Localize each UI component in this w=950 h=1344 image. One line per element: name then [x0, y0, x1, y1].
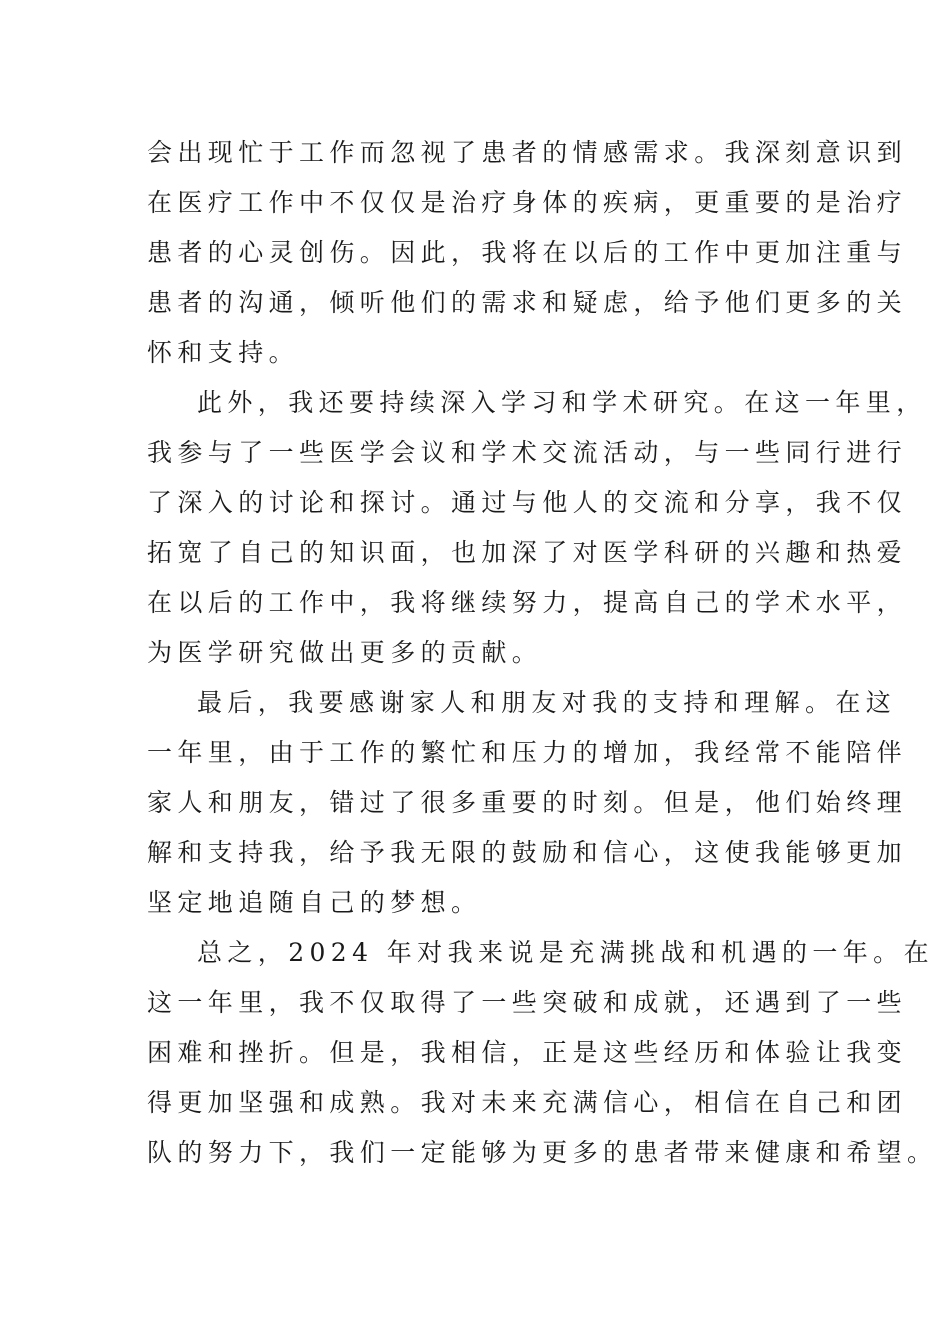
text-line: 坚定地追随自己的梦想。	[147, 888, 482, 917]
text-line: 患者的心灵创伤。因此，我将在以后的工作中更加注重与	[147, 238, 908, 267]
text-line: 家人和朋友，错过了很多重要的时刻。但是，他们始终理	[147, 788, 908, 817]
text-line: 会出现忙于工作而忽视了患者的情感需求。我深刻意识到	[147, 138, 908, 167]
paragraph-start-line: 总之，2024 年对我来说是充满挑战和机遇的一年。在	[197, 938, 934, 967]
text-line: 患者的沟通，倾听他们的需求和疑虑，给予他们更多的关	[147, 288, 908, 317]
text-line: 为医学研究做出更多的贡献。	[147, 638, 543, 667]
text-line: 在医疗工作中不仅仅是治疗身体的疾病，更重要的是治疗	[147, 188, 908, 217]
text-line: 得更加坚强和成熟。我对未来充满信心，相信在自己和团	[147, 1088, 908, 1117]
text-line: 解和支持我，给予我无限的鼓励和信心，这使我能够更加	[147, 838, 908, 867]
text-line: 困难和挫折。但是，我相信，正是这些经历和体验让我变	[147, 1038, 908, 1067]
text-line: 了深入的讨论和探讨。通过与他人的交流和分享，我不仅	[147, 488, 908, 517]
text-line: 我参与了一些医学会议和学术交流活动，与一些同行进行	[147, 438, 908, 467]
text-line: 在以后的工作中，我将继续努力，提高自己的学术水平，	[147, 588, 908, 617]
text-line: 怀和支持。	[147, 338, 300, 367]
paragraph-start-line: 最后，我要感谢家人和朋友对我的支持和理解。在这	[197, 688, 897, 717]
text-line: 一年里，由于工作的繁忙和压力的增加，我经常不能陪伴	[147, 738, 908, 767]
paragraph-start-line: 此外，我还要持续深入学习和学术研究。在这一年里，	[197, 388, 927, 417]
text-line: 队的努力下，我们一定能够为更多的患者带来健康和希望。	[147, 1138, 938, 1167]
text-line: 这一年里，我不仅取得了一些突破和成就，还遇到了一些	[147, 988, 908, 1017]
text-line: 拓宽了自己的知识面，也加深了对医学科研的兴趣和热爱	[147, 538, 908, 567]
